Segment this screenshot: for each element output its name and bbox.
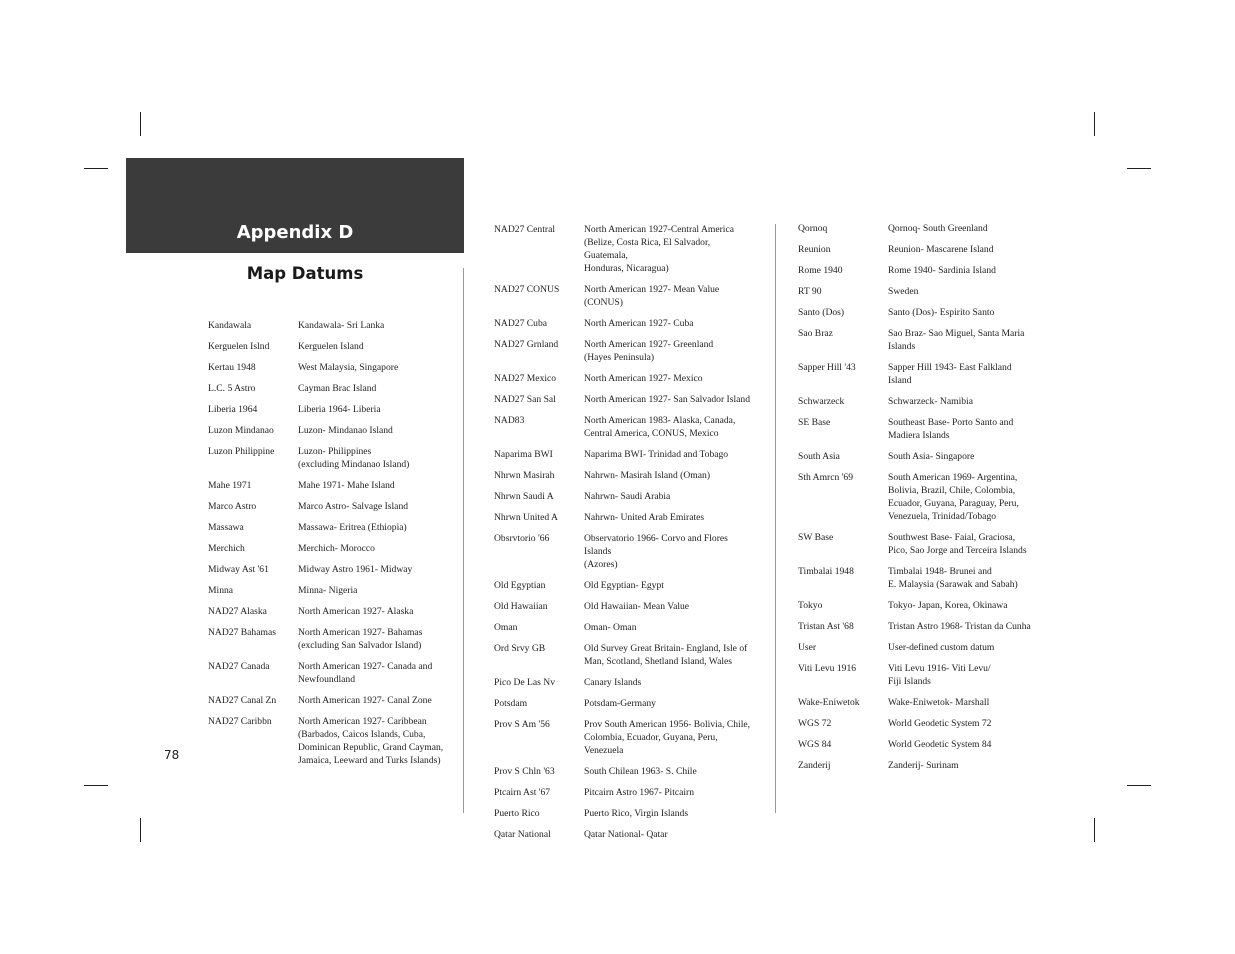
- datum-name: Sth Amrcn '69: [798, 472, 854, 483]
- datum-row: [208, 542, 470, 555]
- datum-description: [584, 600, 756, 613]
- datum-description: [298, 521, 470, 534]
- appendix-header: [126, 158, 464, 253]
- datum-description: [888, 641, 1060, 654]
- datum-description-line: South Chilean 1963- S. Chile: [584, 766, 697, 777]
- datum-description: [888, 662, 1060, 688]
- datum-name: NAD27 Canada: [208, 661, 270, 672]
- datum-description-line: (Belize, Costa Rica, El Salvador, Guatemala,: [584, 237, 711, 261]
- datum-name: Massawa: [208, 522, 244, 533]
- datum-name: Midway Ast '61: [208, 564, 269, 575]
- datum-description: [888, 738, 1060, 751]
- datum-description-line: Sweden: [888, 286, 919, 297]
- datum-description-line: (Barbados, Caicos Islands, Cuba,: [298, 729, 426, 740]
- datum-name: Reunion: [798, 244, 831, 255]
- datum-name: Tokyo: [798, 600, 823, 611]
- datum-description: [584, 372, 756, 385]
- datum-description: [888, 696, 1060, 709]
- crop-mark: [1127, 785, 1151, 786]
- datum-description-line: Tokyo- Japan, Korea, Okinawa: [888, 600, 1008, 611]
- datum-name: Mahe 1971: [208, 480, 252, 491]
- datum-row: [208, 403, 470, 416]
- datum-description-line: North American 1927- Cuba: [584, 318, 694, 329]
- datum-description-line: Bolivia, Brazil, Chile, Colombia,: [888, 485, 1016, 496]
- datum-name: Prov S Chln '63: [494, 766, 555, 777]
- datum-row: [494, 223, 756, 275]
- datum-name: Timbalai 1948: [798, 566, 854, 577]
- datum-name: NAD83: [494, 415, 525, 426]
- datum-description: [584, 414, 756, 440]
- datum-description: [888, 599, 1060, 612]
- datum-row: [798, 531, 1060, 557]
- datum-row: [494, 676, 756, 689]
- datum-row: [494, 600, 756, 613]
- datum-name: Ptcairn Ast '67: [494, 787, 551, 798]
- datum-description: [584, 828, 756, 841]
- datum-name: NAD27 Bahamas: [208, 627, 276, 638]
- datum-description-line: Prov South American 1956- Bolivia, Chile,: [584, 719, 751, 730]
- datum-description-line: North American 1927-Central America: [584, 224, 734, 235]
- datum-description: [298, 445, 470, 471]
- datum-description-line: World Geodetic System 84: [888, 739, 992, 750]
- datum-description-line: Luzon- Mindanao Island: [298, 425, 393, 436]
- datum-description-line: Jamaica, Leeward and Turks Islands): [298, 755, 441, 766]
- datum-row: [798, 620, 1060, 633]
- datum-row: [798, 738, 1060, 751]
- datum-row: [798, 696, 1060, 709]
- datum-description-line: Honduras, Nicaragua): [584, 263, 669, 274]
- datum-name: Marco Astro: [208, 501, 257, 512]
- datum-description-line: User-defined custom datum: [888, 642, 995, 653]
- datum-name: Wake-Eniwetok: [798, 697, 860, 708]
- datum-description-line: Sao Braz- Sao Miguel, Santa Maria: [888, 328, 1025, 339]
- datum-description-line: Midway Astro 1961- Midway: [298, 564, 413, 575]
- datum-name: Sapper Hill '43: [798, 362, 856, 373]
- datum-row: [208, 340, 470, 353]
- datum-row: [494, 532, 756, 571]
- datum-name: RT 90: [798, 286, 822, 297]
- datum-name: Schwarzeck: [798, 396, 845, 407]
- datum-description-line: Merchich- Morocco: [298, 543, 375, 554]
- datum-description-line: Puerto Rico, Virgin Islands: [584, 808, 689, 819]
- datum-description-line: Wake-Eniwetok- Marshall: [888, 697, 990, 708]
- datum-name: NAD27 San Sal: [494, 394, 556, 405]
- datum-description-line: Dominican Republic, Grand Cayman,: [298, 742, 444, 753]
- datum-description-line: Liberia 1964- Liberia: [298, 404, 381, 415]
- datum-description: [584, 511, 756, 524]
- datum-name: Nhrwn United A: [494, 512, 558, 523]
- datum-description-line: World Geodetic System 72: [888, 718, 992, 729]
- datum-description-line: North American 1927- Bahamas: [298, 627, 423, 638]
- datum-name: L.C. 5 Astro: [208, 383, 256, 394]
- datum-row: [798, 662, 1060, 688]
- datum-description: [584, 807, 756, 820]
- datum-column-1: [208, 319, 470, 775]
- datum-row: [208, 521, 470, 534]
- datum-row: [494, 372, 756, 385]
- datum-description: [888, 243, 1060, 256]
- crop-mark: [140, 112, 141, 136]
- datum-description: [298, 340, 470, 353]
- datum-row: [798, 641, 1060, 654]
- datum-description-line: (excluding San Salvador Island): [298, 640, 422, 651]
- datum-name: South Asia: [798, 451, 840, 462]
- datum-description: [584, 579, 756, 592]
- datum-name: Rome 1940: [798, 265, 843, 276]
- datum-description: [888, 717, 1060, 730]
- datum-description-line: Old Survey Great Britain- England, Isle of: [584, 643, 748, 654]
- datum-row: [798, 285, 1060, 298]
- datum-name: Luzon Mindanao: [208, 425, 274, 436]
- datum-description-line: Ecuador, Guyana, Paraguay, Peru,: [888, 498, 1019, 509]
- datum-description: [298, 319, 470, 332]
- datum-description-line: Qornoq- South Greenland: [888, 223, 988, 234]
- datum-name: Kerguelen Islnd: [208, 341, 270, 352]
- datum-name: User: [798, 642, 817, 653]
- datum-description: [298, 403, 470, 416]
- datum-description: [298, 694, 470, 707]
- datum-description-line: North American 1983- Alaska, Canada,: [584, 415, 736, 426]
- datum-description-line: North American 1927- Canada and: [298, 661, 433, 672]
- datum-description-line: Canary Islands: [584, 677, 642, 688]
- datum-description-line: Man, Scotland, Shetland Island, Wales: [584, 656, 732, 667]
- datum-description: [298, 584, 470, 597]
- datum-description: [584, 676, 756, 689]
- datum-description: [888, 531, 1060, 557]
- datum-name: NAD27 Caribbn: [208, 716, 272, 727]
- datum-description: [298, 660, 470, 686]
- datum-description: [888, 565, 1060, 591]
- datum-description-line: Viti Levu 1916- Viti Levu/: [888, 663, 991, 674]
- datum-row: [494, 490, 756, 503]
- datum-name: Prov S Am '56: [494, 719, 550, 730]
- datum-description-line: West Malaysia, Singapore: [298, 362, 399, 373]
- crop-mark: [140, 818, 141, 842]
- crop-mark: [1094, 818, 1095, 842]
- datum-description-line: North American 1927- Alaska: [298, 606, 414, 617]
- datum-row: [208, 694, 470, 707]
- datum-row: [208, 445, 470, 471]
- datum-row: [798, 361, 1060, 387]
- datum-description: [298, 626, 470, 652]
- datum-description-line: Kandawala- Sri Lanka: [298, 320, 385, 331]
- section-title: Map Datums: [246, 264, 364, 283]
- column-divider: [775, 224, 776, 813]
- crop-mark: [84, 168, 108, 169]
- datum-description-line: Zanderij- Surinam: [888, 760, 959, 771]
- datum-description-line: Schwarzeck- Namibia: [888, 396, 973, 407]
- datum-description-line: (Azores): [584, 559, 618, 570]
- datum-row: [798, 450, 1060, 463]
- datum-row: [494, 317, 756, 330]
- datum-description: [298, 605, 470, 618]
- datum-name: NAD27 Mexico: [494, 373, 557, 384]
- datum-description-line: Nahrwn- Masirah Island (Oman): [584, 470, 711, 481]
- datum-name: Kertau 1948: [208, 362, 256, 373]
- datum-row: [208, 584, 470, 597]
- datum-row: [798, 599, 1060, 612]
- datum-name: Zanderij: [798, 760, 831, 771]
- datum-description: [888, 620, 1060, 633]
- datum-name: Naparima BWI: [494, 449, 553, 460]
- datum-description-line: E. Malaysia (Sarawak and Sabah): [888, 579, 1018, 590]
- datum-row: [798, 759, 1060, 772]
- datum-description: [584, 338, 756, 364]
- datum-row: [208, 660, 470, 686]
- datum-row: [798, 222, 1060, 235]
- datum-description-line: North American 1927- Mean Value (CONUS): [584, 284, 720, 308]
- datum-description-line: Cayman Brac Island: [298, 383, 377, 394]
- datum-description-line: Southeast Base- Porto Santo and: [888, 417, 1014, 428]
- datum-description-line: North American 1927- San Salvador Island: [584, 394, 750, 405]
- datum-description-line: Nahrwn- United Arab Emirates: [584, 512, 705, 523]
- datum-name: Nhrwn Saudi A: [494, 491, 554, 502]
- datum-row: [208, 382, 470, 395]
- datum-row: [494, 469, 756, 482]
- page-number: 78: [164, 748, 180, 762]
- datum-name: Sao Braz: [798, 328, 833, 339]
- datum-row: [494, 786, 756, 799]
- datum-row: [494, 448, 756, 461]
- datum-description: [888, 285, 1060, 298]
- datum-description-line: Timbalai 1948- Brunei and: [888, 566, 992, 577]
- datum-description: [298, 424, 470, 437]
- datum-description-line: Pico, Sao Jorge and Terceira Islands: [888, 545, 1027, 556]
- datum-description-line: Oman- Oman: [584, 622, 637, 633]
- datum-name: Qatar National: [494, 829, 551, 840]
- datum-name: Oman: [494, 622, 518, 633]
- datum-description: [584, 786, 756, 799]
- datum-row: [208, 479, 470, 492]
- datum-description-line: Old Hawaiian- Mean Value: [584, 601, 690, 612]
- datum-name: Obsrvtorio '66: [494, 533, 550, 544]
- datum-row: [208, 715, 470, 767]
- datum-description: [584, 765, 756, 778]
- datum-name: NAD27 Cuba: [494, 318, 548, 329]
- datum-description: [298, 361, 470, 374]
- datum-row: [798, 264, 1060, 277]
- datum-row: [798, 717, 1060, 730]
- datum-row: [208, 319, 470, 332]
- datum-description-line: Potsdam-Germany: [584, 698, 656, 709]
- datum-description: [584, 283, 756, 309]
- datum-row: [208, 424, 470, 437]
- datum-row: [494, 579, 756, 592]
- datum-description-line: Kerguelen Island: [298, 341, 364, 352]
- datum-description: [584, 621, 756, 634]
- datum-description-line: North American 1927- Greenland: [584, 339, 714, 350]
- datum-description-line: Pitcairn Astro 1967- Pitcairn: [584, 787, 695, 798]
- datum-name: WGS 84: [798, 739, 832, 750]
- datum-row: [494, 828, 756, 841]
- datum-description-line: Island: [888, 375, 912, 386]
- datum-description-line: Central America, CONUS, Mexico: [584, 428, 719, 439]
- datum-row: [494, 765, 756, 778]
- datum-description-line: (Hayes Peninsula): [584, 352, 655, 363]
- datum-description: [584, 393, 756, 406]
- datum-name: Santo (Dos): [798, 307, 845, 318]
- datum-name: Old Hawaiian: [494, 601, 548, 612]
- datum-row: [208, 361, 470, 374]
- datum-description: [888, 416, 1060, 442]
- datum-name: Luzon Philippine: [208, 446, 275, 457]
- datum-description: [888, 361, 1060, 387]
- datum-description-line: Luzon- Philippines: [298, 446, 372, 457]
- datum-description: [298, 542, 470, 555]
- datum-column-3: [798, 222, 1060, 780]
- datum-description: [888, 450, 1060, 463]
- datum-name: NAD27 CONUS: [494, 284, 560, 295]
- datum-row: [494, 621, 756, 634]
- datum-description-line: South American 1969- Argentina,: [888, 472, 1018, 483]
- datum-description: [584, 718, 756, 757]
- datum-row: [798, 327, 1060, 353]
- datum-name: Qornoq: [798, 223, 828, 234]
- datum-description: [888, 759, 1060, 772]
- datum-description: [584, 697, 756, 710]
- datum-description-line: Qatar National- Qatar: [584, 829, 668, 840]
- datum-description: [888, 264, 1060, 277]
- datum-description-line: North American 1927- Canal Zone: [298, 695, 432, 706]
- datum-description-line: Reunion- Mascarene Island: [888, 244, 994, 255]
- datum-row: [494, 718, 756, 757]
- datum-description-line: Marco Astro- Salvage Island: [298, 501, 409, 512]
- datum-name: SW Base: [798, 532, 834, 543]
- datum-description: [888, 327, 1060, 353]
- datum-description: [298, 563, 470, 576]
- datum-description: [888, 471, 1060, 523]
- datum-description: [584, 317, 756, 330]
- datum-description-line: Southwest Base- Faial, Graciosa,: [888, 532, 1016, 543]
- datum-description-line: Madiera Islands: [888, 430, 950, 441]
- datum-description-line: Sapper Hill 1943- East Falkland: [888, 362, 1012, 373]
- datum-description-line: Massawa- Eritrea (Ethiopia): [298, 522, 407, 533]
- datum-row: [494, 338, 756, 364]
- datum-description: [584, 469, 756, 482]
- datum-row: [494, 393, 756, 406]
- datum-row: [494, 414, 756, 440]
- appendix-title: Appendix D: [236, 222, 354, 243]
- datum-row: [208, 563, 470, 576]
- datum-name: Ord Srvy GB: [494, 643, 546, 654]
- datum-row: [798, 243, 1060, 256]
- datum-name: NAD27 Canal Zn: [208, 695, 277, 706]
- datum-name: Tristan Ast '68: [798, 621, 854, 632]
- datum-name: NAD27 Grnland: [494, 339, 559, 350]
- datum-description-line: Nahrwn- Saudi Arabia: [584, 491, 671, 502]
- datum-row: [798, 471, 1060, 523]
- datum-description-line: North American 1927- Caribbean: [298, 716, 427, 727]
- datum-description: [298, 382, 470, 395]
- datum-name: Potsdam: [494, 698, 528, 709]
- datum-name: Old Egyptian: [494, 580, 546, 591]
- datum-row: [798, 306, 1060, 319]
- datum-description-line: Tristan Astro 1968- Tristan da Cunha: [888, 621, 1031, 632]
- datum-row: [494, 283, 756, 309]
- datum-name: SE Base: [798, 417, 831, 428]
- datum-row: [798, 565, 1060, 591]
- datum-row: [208, 500, 470, 513]
- datum-description-line: Mahe 1971- Mahe Island: [298, 480, 395, 491]
- datum-description: [584, 448, 756, 461]
- datum-description: [298, 500, 470, 513]
- datum-row: [798, 395, 1060, 408]
- datum-row: [494, 642, 756, 668]
- datum-description: [298, 715, 470, 767]
- datum-row: [208, 626, 470, 652]
- datum-description-line: South Asia- Singapore: [888, 451, 975, 462]
- datum-description-line: Santo (Dos)- Espirito Santo: [888, 307, 995, 318]
- datum-name: NAD27 Alaska: [208, 606, 267, 617]
- datum-row: [208, 605, 470, 618]
- datum-description: [584, 532, 756, 571]
- datum-name: WGS 72: [798, 718, 832, 729]
- crop-mark: [84, 785, 108, 786]
- datum-description: [584, 490, 756, 503]
- datum-name: Minna: [208, 585, 234, 596]
- datum-description-line: Rome 1940- Sardinia Island: [888, 265, 996, 276]
- datum-description: [584, 642, 756, 668]
- datum-row: [494, 697, 756, 710]
- datum-name: Pico De Las Nv: [494, 677, 556, 688]
- datum-name: Viti Levu 1916: [798, 663, 857, 674]
- datum-description-line: Fiji Islands: [888, 676, 931, 687]
- datum-name: Nhrwn Masirah: [494, 470, 555, 481]
- datum-description-line: Venezuela, Trinidad/Tobago: [888, 511, 997, 522]
- datum-name: Puerto Rico: [494, 808, 540, 819]
- crop-mark: [1094, 112, 1095, 136]
- datum-description-line: North American 1927- Mexico: [584, 373, 703, 384]
- datum-name: Liberia 1964: [208, 404, 258, 415]
- datum-description-line: (excluding Mindanao Island): [298, 459, 410, 470]
- datum-description-line: Naparima BWI- Trinidad and Tobago: [584, 449, 729, 460]
- datum-description-line: Observatorio 1966- Corvo and Flores Islands: [584, 533, 728, 557]
- datum-name: Kandawala: [208, 320, 252, 331]
- datum-description-line: Newfoundland: [298, 674, 356, 685]
- datum-description: [888, 222, 1060, 235]
- datum-description-line: Old Egyptian- Egypt: [584, 580, 664, 591]
- datum-description: [888, 395, 1060, 408]
- datum-description: [298, 479, 470, 492]
- datum-column-2: [494, 223, 756, 849]
- datum-description-line: Islands: [888, 341, 916, 352]
- datum-description: [888, 306, 1060, 319]
- datum-row: [494, 511, 756, 524]
- datum-row: [798, 416, 1060, 442]
- datum-description: [584, 223, 756, 275]
- datum-description-line: Minna- Nigeria: [298, 585, 358, 596]
- datum-name: NAD27 Central: [494, 224, 556, 235]
- datum-name: Merchich: [208, 543, 245, 554]
- datum-description-line: Colombia, Ecuador, Guyana, Peru, Venezuela: [584, 732, 718, 756]
- datum-row: [494, 807, 756, 820]
- crop-mark: [1127, 168, 1151, 169]
